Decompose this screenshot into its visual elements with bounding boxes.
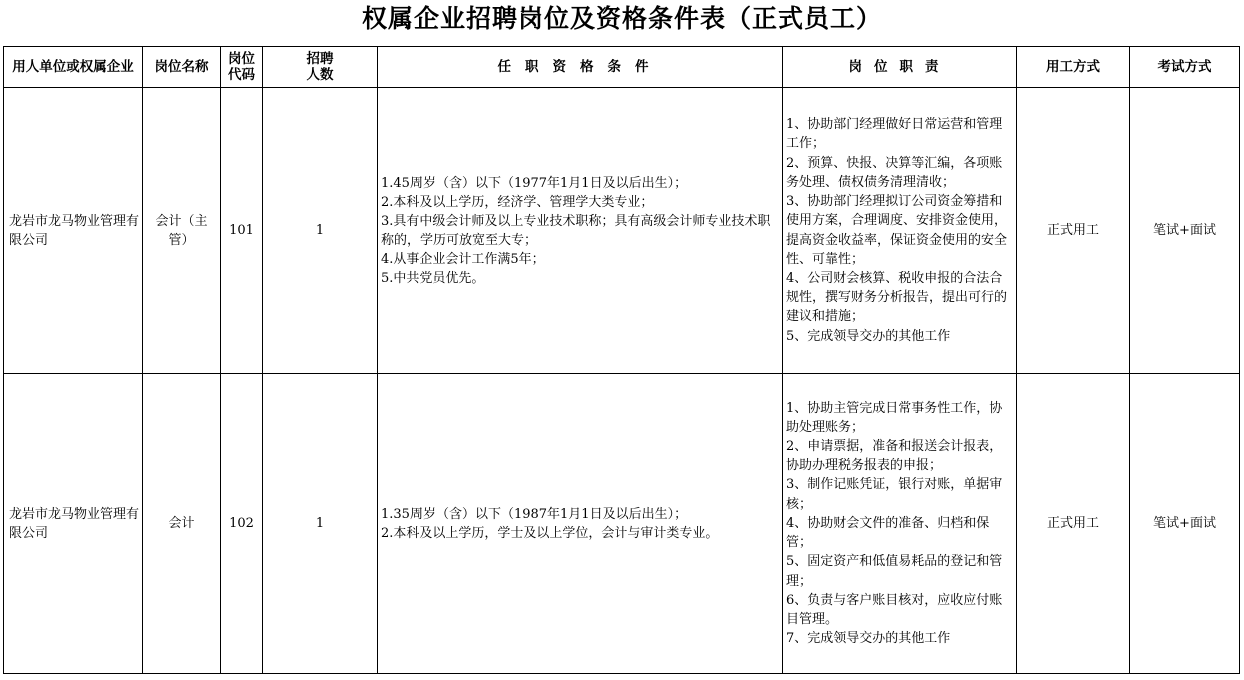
duties-cell bbox=[783, 374, 1017, 674]
duty-item: 4、协助财会文件的准备、归档和保管； bbox=[786, 515, 990, 551]
position-cell: 会计（主管） bbox=[143, 88, 221, 374]
duty-item: 3、协助部门经理拟订公司资金筹措和使用方案，合理调度、安排资金使用，提高资金收益率，保证资金使用的安全性、可靠性； bbox=[786, 194, 1008, 267]
duty-item: 7、完成领导交办的其他工作 bbox=[786, 631, 951, 647]
qualification-item: 5.中共党员优先。 bbox=[381, 270, 485, 286]
qualification-item: 4.从事企业会计工作满5年； bbox=[381, 251, 545, 267]
page-title: 权属企业招聘岗位及资格条件表（正式员工） bbox=[361, 4, 882, 33]
duty-item: 1、协助部门经理做好日常运营和管理工作； bbox=[786, 117, 1003, 152]
duty-item: 2、申请票据，准备和报送会计报表，协助办理税务报表的申报； bbox=[786, 439, 1003, 474]
position-cell: 会计 bbox=[143, 374, 221, 674]
qualification-item: 1.35周岁（含）以下（1987年1月1日及以后出生）； bbox=[381, 506, 688, 522]
header-row bbox=[4, 47, 1240, 88]
header-employment: 用工方式 bbox=[1017, 47, 1130, 88]
header-duties: 岗位职责 bbox=[783, 47, 1017, 88]
code-cell: 101 bbox=[221, 88, 263, 374]
qualification-item: 1.45周岁（含）以下（1977年1月1日及以后出生）； bbox=[381, 175, 688, 191]
header-unit: 用人单位或权属企业 bbox=[4, 47, 143, 88]
unit-cell: 龙岩市龙马物业管理有限公司 bbox=[4, 88, 143, 374]
header-position: 岗位名称 bbox=[143, 47, 221, 88]
duties-cell bbox=[783, 88, 1017, 374]
qualification-item: 2.本科及以上学历，学士及以上学位，会计与审计类专业。 bbox=[381, 525, 719, 541]
exam-cell: 笔试+面试 bbox=[1130, 88, 1240, 374]
employment-cell: 正式用工 bbox=[1017, 374, 1130, 674]
header-qualifications: 任职资格条件 bbox=[378, 47, 783, 88]
header-code: 岗位代码 bbox=[221, 47, 263, 88]
duty-item: 1、协助主管完成日常事务性工作，协助处理账务； bbox=[786, 400, 1003, 435]
qualifications-cell bbox=[378, 88, 783, 374]
qualification-item: 3.具有中级会计师及以上专业技术职称；具有高级会计师专业技术职称的，学历可放宽至大专； bbox=[381, 213, 771, 248]
qualifications-cell bbox=[378, 374, 783, 674]
exam-cell: 笔试+面试 bbox=[1130, 374, 1240, 674]
qualification-item: 2.本科及以上学历，经济学、管理学大类专业； bbox=[381, 194, 654, 210]
table-row bbox=[4, 374, 1240, 674]
table-row bbox=[4, 88, 1240, 374]
recruitment-table bbox=[3, 46, 1240, 674]
header-count: 招聘人数 bbox=[263, 47, 378, 88]
duty-item: 6、负责与客户账目核对，应收应付账目管理。 bbox=[786, 592, 1003, 627]
header-exam: 考试方式 bbox=[1130, 47, 1240, 88]
duty-item: 2、预算、快报、决算等汇编，各项账务处理、债权债务清理清收； bbox=[786, 155, 1003, 190]
duty-item: 5、固定资产和低值易耗品的登记和管理； bbox=[786, 554, 1003, 589]
unit-cell: 龙岩市龙马物业管理有限公司 bbox=[4, 374, 143, 674]
code-cell: 102 bbox=[221, 374, 263, 674]
count-cell: 1 bbox=[263, 374, 378, 674]
employment-cell: 正式用工 bbox=[1017, 88, 1130, 374]
duty-item: 3、制作记账凭证，银行对账，单据审核； bbox=[786, 477, 1003, 512]
count-cell: 1 bbox=[263, 88, 378, 374]
duty-item: 5、完成领导交办的其他工作 bbox=[786, 328, 951, 344]
duty-item: 4、公司财会核算、税收申报的合法合规性，撰写财务分析报告，提出可行的建议和措施； bbox=[786, 270, 1008, 325]
